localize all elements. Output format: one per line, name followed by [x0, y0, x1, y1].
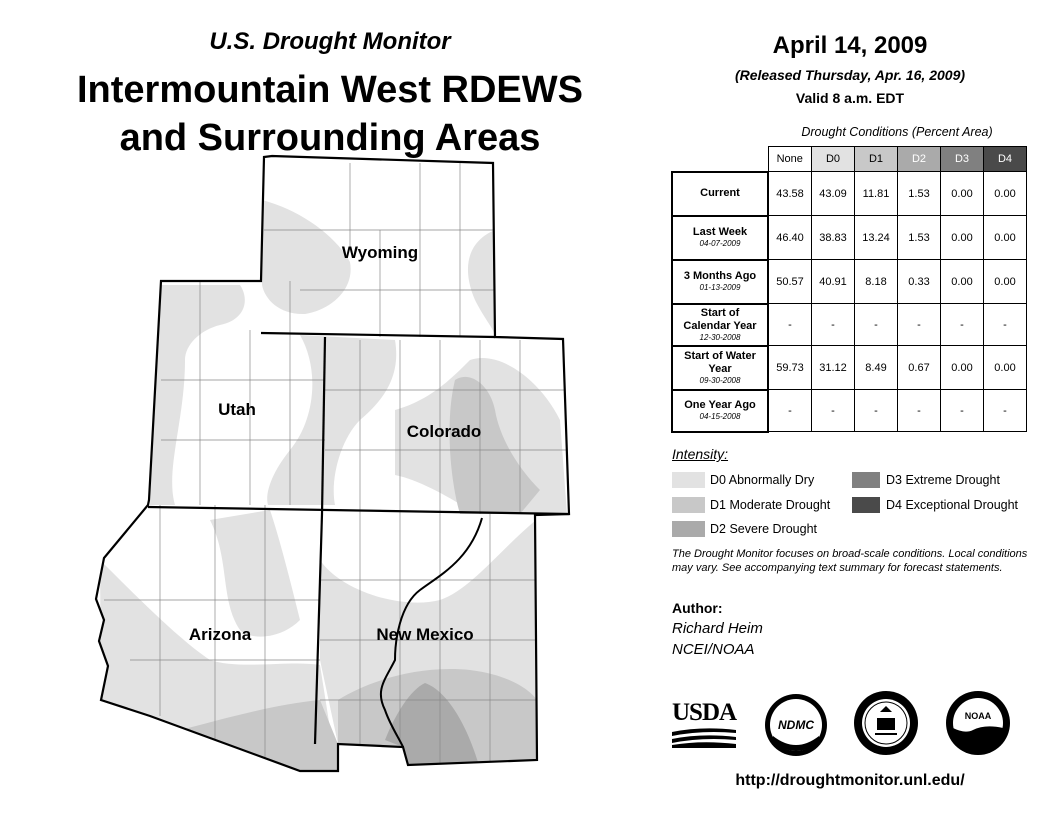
table-caption: Drought Conditions (Percent Area): [801, 125, 993, 139]
table-cell: 8.18: [855, 260, 898, 304]
ndmc-logo-text: NDMC: [778, 718, 814, 732]
row-date: 12-30-2008: [699, 332, 741, 342]
legend-heading: Intensity:: [672, 446, 729, 462]
col-header: D2: [898, 147, 941, 172]
table-cell: 50.57: [768, 260, 812, 304]
legend-label: D1 Moderate Drought: [710, 498, 831, 512]
table-row: [672, 216, 1027, 260]
row-date: 04-15-2008: [699, 412, 741, 421]
row-header: [672, 304, 768, 346]
row-label: 3 Months Ago: [683, 270, 757, 282]
legend-swatch: [672, 472, 705, 488]
commerce-seal-logo: [853, 690, 919, 756]
row-date: 01-13-2009: [699, 283, 741, 292]
row-label: Current: [700, 187, 740, 199]
title-line-1: Intermountain West RDEWS: [77, 69, 583, 111]
state-label-new-mexico: New Mexico: [376, 625, 474, 644]
row-header: [672, 346, 768, 390]
legend-label: D2 Severe Drought: [710, 522, 818, 536]
table-row: [672, 346, 1027, 390]
author-name: Richard Heim: [672, 620, 763, 637]
table-cell: 43.58: [768, 172, 812, 216]
ndmc-logo: [763, 692, 829, 758]
table-cell: 31.12: [812, 346, 855, 390]
table-cell: 0.00: [941, 346, 984, 390]
legend-label: D0 Abnormally Dry: [710, 473, 815, 487]
author-heading: Author:: [672, 600, 723, 616]
table-cell: 0.00: [941, 216, 984, 260]
table-cell: -: [898, 390, 941, 432]
table-cell: -: [855, 304, 898, 346]
drought-areas: [80, 140, 600, 800]
release-date: (Released Thursday, Apr. 16, 2009): [734, 67, 966, 83]
legend-item-d4: [852, 496, 1032, 514]
table-cell: 8.49: [855, 346, 898, 390]
usda-logo-text: USDA: [672, 699, 737, 726]
title-line-2: and Surrounding Areas: [119, 117, 541, 159]
noaa-logo-text: NOAA: [964, 711, 992, 721]
valid-date: April 14, 2009: [772, 32, 928, 59]
row-date: 09-30-2008: [699, 375, 741, 385]
table-cell: 0.00: [941, 172, 984, 216]
row-header: [672, 260, 768, 304]
row-header: [672, 390, 768, 432]
valid-time: Valid 8 a.m. EDT: [795, 90, 905, 106]
col-header: None: [768, 147, 812, 172]
map-supertitle: U.S. Drought Monitor: [209, 28, 451, 55]
row-label: Last Week: [692, 226, 748, 238]
disclaimer-note: The Drought Monitor focuses on broad-scale conditions. Local conditions may vary. See accompanying text summary for forecast statements.: [672, 548, 1028, 574]
drought-stats-table: [671, 146, 1027, 433]
table-cell: -: [941, 304, 984, 346]
table-header-row: [672, 147, 1027, 172]
legend-swatch: [852, 472, 880, 488]
legend-item-d1: [672, 496, 842, 514]
row-label: Start of Calendar Year: [683, 306, 757, 332]
table-cell: 1.53: [898, 216, 941, 260]
table-cell: -: [984, 390, 1027, 432]
table-cell: -: [855, 390, 898, 432]
legend-swatch: [672, 497, 705, 513]
table-cell: -: [812, 390, 855, 432]
col-header: D4: [984, 147, 1027, 172]
legend-swatch: [672, 521, 705, 537]
usda-logo-hills-icon: [672, 726, 738, 748]
table-cell: -: [984, 304, 1027, 346]
col-header: D3: [941, 147, 984, 172]
table-cell: 11.81: [855, 172, 898, 216]
col-header: D1: [855, 147, 898, 172]
table-cell: -: [768, 304, 812, 346]
table-cell: 0.67: [898, 346, 941, 390]
table-cell: -: [898, 304, 941, 346]
author-org: NCEI/NOAA: [672, 641, 755, 658]
table-cell: 1.53: [898, 172, 941, 216]
table-cell: 0.00: [984, 216, 1027, 260]
table-cell: 43.09: [812, 172, 855, 216]
table-corner: [672, 147, 768, 172]
table-cell: -: [812, 304, 855, 346]
table-cell: 0.33: [898, 260, 941, 304]
table-cell: 40.91: [812, 260, 855, 304]
legend-item-d3: [852, 471, 1032, 489]
table-cell: 0.00: [984, 346, 1027, 390]
row-label: One Year Ago: [684, 399, 756, 411]
row-date: 04-07-2009: [699, 239, 741, 248]
table-cell: 0.00: [984, 172, 1027, 216]
table-row: [672, 304, 1027, 346]
noaa-logo: [945, 690, 1011, 756]
state-label-colorado: Colorado: [406, 422, 482, 441]
table-cell: -: [941, 390, 984, 432]
table-row: [672, 390, 1027, 432]
row-header: [672, 216, 768, 260]
legend-swatch: [852, 497, 880, 513]
table-row: [672, 172, 1027, 216]
table-cell: 59.73: [768, 346, 812, 390]
legend-label: D4 Exceptional Drought: [886, 498, 1019, 512]
state-label-arizona: Arizona: [188, 625, 252, 644]
table-cell: 0.00: [941, 260, 984, 304]
col-header: D0: [812, 147, 855, 172]
table-cell: 38.83: [812, 216, 855, 260]
table-cell: -: [768, 390, 812, 432]
table-cell: 46.40: [768, 216, 812, 260]
table-body: [672, 172, 1027, 432]
state-label-wyoming: Wyoming: [341, 243, 419, 262]
usda-logo: [672, 700, 738, 750]
legend-item-d0: [672, 471, 842, 489]
row-header: [672, 172, 768, 216]
table-cell: 13.24: [855, 216, 898, 260]
table-cell: 0.00: [984, 260, 1027, 304]
state-label-utah: Utah: [218, 400, 256, 419]
row-label: Start of Water Year: [684, 349, 756, 375]
table-row: [672, 260, 1027, 304]
legend-item-d2: [672, 520, 842, 538]
legend-label: D3 Extreme Drought: [886, 473, 1000, 487]
website-url[interactable]: http://droughtmonitor.unl.edu/: [735, 772, 965, 789]
